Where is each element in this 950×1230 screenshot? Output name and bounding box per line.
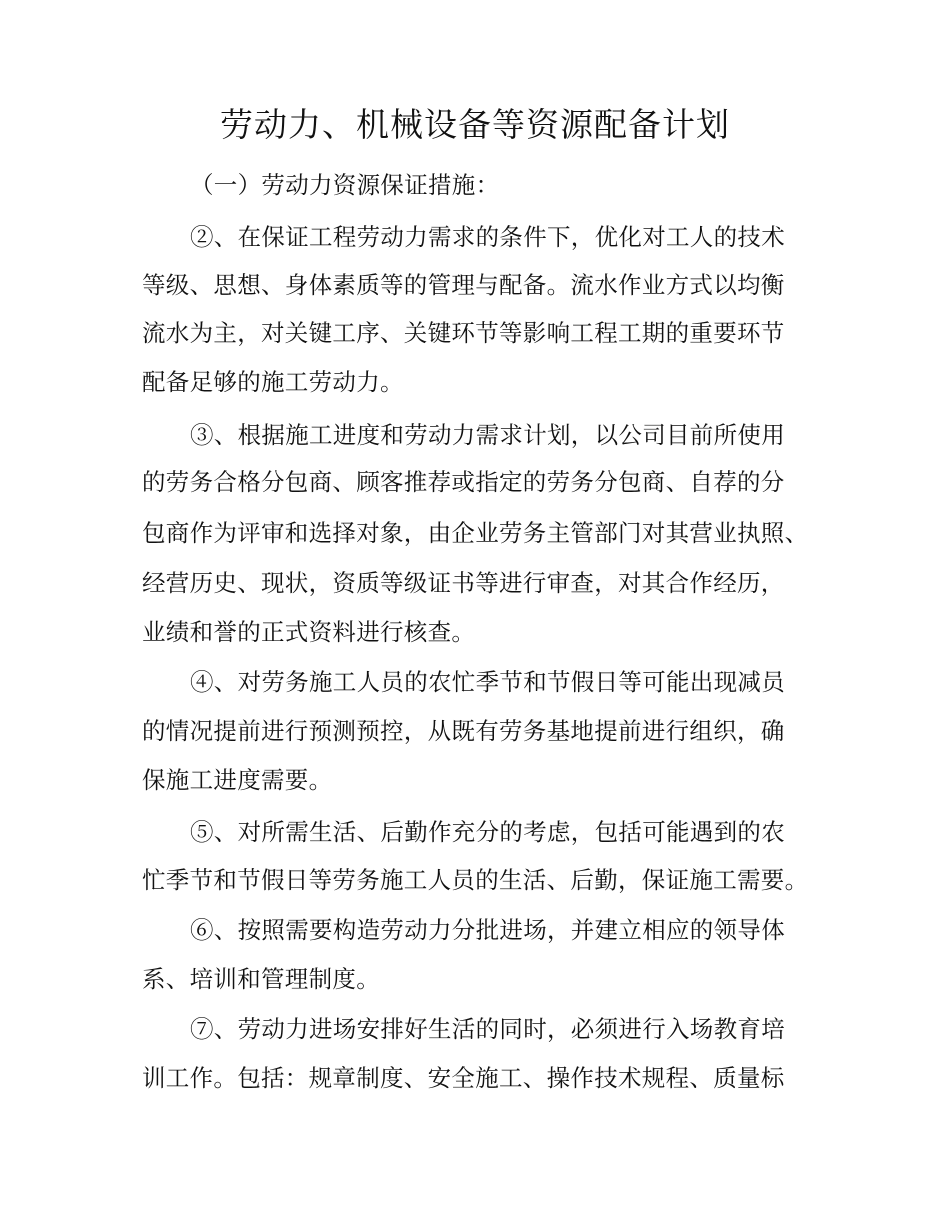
paragraph-line: ⑦、劳动力进场安排好生活的同时，必须进行入场教育培 [190,1015,785,1043]
paragraph-line: ⑤、对所需生活、后勤作充分的考虑，包括可能遇到的农 [190,818,785,846]
paragraph-line: 训工作。包括：规章制度、安全施工、操作技术规程、质量标 [142,1064,785,1092]
paragraph-line: 等级、思想、身体素质等的管理与配备。流水作业方式以均衡 [142,271,785,299]
paragraph-line: 经营历史、现状，资质等级证书等进行审查，对其合作经历， [142,569,785,597]
section-heading: （一）劳动力资源保证措施： [190,171,500,199]
paragraph-line: 流水为主，对关键工序、关键环节等影响工程工期的重要环节 [142,319,785,347]
paragraph-line: ②、在保证工程劳动力需求的条件下，优化对工人的技术 [190,223,785,251]
paragraph-line: 配备足够的施工劳动力。 [142,368,404,396]
paragraph-line: 业绩和誉的正式资料进行核查。 [142,618,476,646]
paragraph-line: 忙季节和节假日等劳务施工人员的生活、后勤，保证施工需要。 [142,866,809,894]
paragraph-line: 的劳务合格分包商、顾客推荐或指定的劳务分包商、自荐的分 [142,468,785,496]
document-title: 劳动力、机械设备等资源配备计划 [220,105,730,144]
paragraph-line: 包商作为评审和选择对象，由企业劳务主管部门对其营业执照、 [142,519,809,547]
paragraph-line: ③、根据施工进度和劳动力需求计划，以公司目前所使用 [190,421,785,449]
paragraph-line: ⑥、按照需要构造劳动力分批进场，并建立相应的领导体 [190,916,785,944]
paragraph-line: 保施工进度需要。 [142,766,333,794]
paragraph-line: 系、培训和管理制度。 [142,965,380,993]
paragraph-line: ④、对劳务施工人员的农忙季节和节假日等可能出现减员 [190,668,785,696]
paragraph-line: 的情况提前进行预测预控，从既有劳务基地提前进行组织，确 [142,717,785,745]
